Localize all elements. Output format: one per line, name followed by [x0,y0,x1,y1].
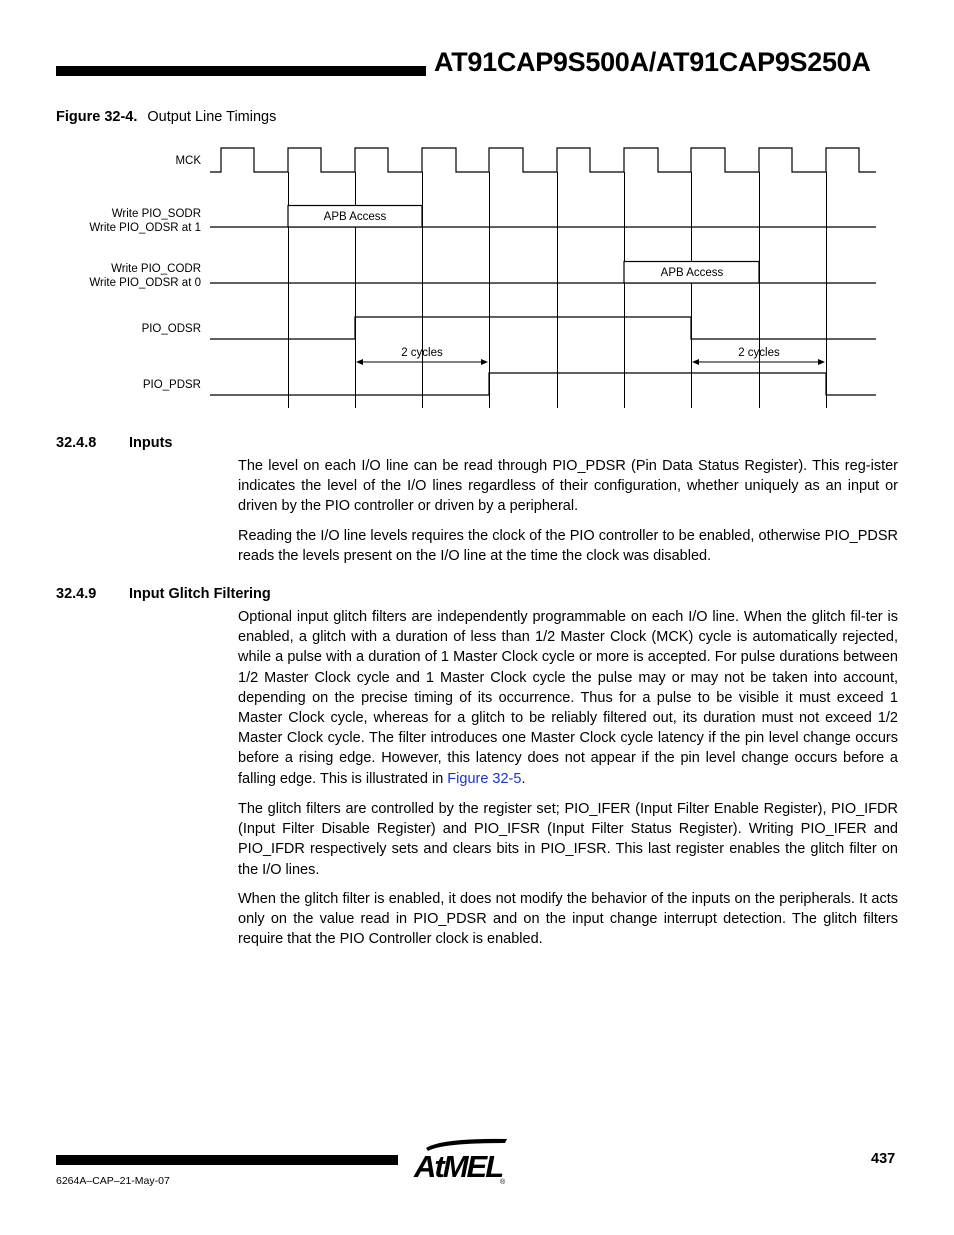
signal-label-odsr: PIO_ODSR [141,323,201,335]
section-title: Input Glitch Filtering [129,586,271,602]
pdsr-waveform [210,373,876,395]
mck-waveform [210,148,876,172]
signal-label-sodr: Write PIO_SODR [111,208,201,220]
section-number: 32.4.8 [56,435,97,451]
cycles-label-1: 2 cycles [401,347,443,359]
signal-label-codr: Write PIO_CODR [111,263,201,275]
codr-apb-access-label: APB Access [660,267,724,279]
paragraph: The level on each I/O line can be read through PIO_PDSR (Pin Data Status Register). This reg-ister indicates the level of the I/O lines regardless of their configuration, whether uniquely as an input or driven by the PIO controller or driven by a peripheral. [238,458,898,515]
logo-text: AtMEL [414,1149,503,1184]
figure-number: Figure 32-4. [56,109,138,125]
section-heading-glitch-filtering [56,586,271,602]
paragraph-text: Optional input glitch filters are independently programmable on each I/O line. When the glitch fil-ter is enabled, a glitch with a duration of less than 1/2 Master Clock (MCK) cycle is automatically rejected, while a pulse with a duration of 1 Master Clock cycle or more is accepted. For pulse durations between 1/2 Master Clock cycle and 1 Master Clock cycle the pulse may or may not be taken into account, depending on the precise timing of its occurrence. Thus for a pulse to be visible it must exceed 1 Master Clock cycle, whereas for a glitch to be reliably filtered out, its duration must not exceed 1/2 Master Clock cycle. The filter introduces one Master Clock cycle latency if the pin level change occurs before a rising edge. However, this latency does not appear if the pin level change occurs before a falling edge. This is illustrated in [238,609,898,787]
paragraph-end: . [521,770,526,787]
cycles-arrow-2 [692,359,825,365]
section-heading-inputs [56,435,173,451]
paragraph: The glitch filters are controlled by the register set; PIO_IFER (Input Filter Enable Register), PIO_IFDR (Input Filter Disable Register) and PIO_IFSR (Input Filter Status Register). Writing PIO_IFER and PIO_IFDR respectively sets and clears bits in PIO_IFSR. This last register enables the glitch filter on the I/O lines. [238,801,898,878]
signal-label-sodr-odsr: Write PIO_ODSR at 1 [89,222,201,234]
footer-rule [56,1155,398,1165]
section-title: Inputs [129,435,173,451]
paragraph: Reading the I/O line levels requires the clock of the PIO controller to be enabled, otherwise PIO_PDSR reads the levels present on the I/O line at the time the clock was disabled. [238,528,898,565]
registered-mark: ® [500,1179,506,1186]
atmel-logo [412,1136,512,1186]
signal-label-pdsr: PIO_PDSR [142,379,201,391]
document-title: AT91CAP9S500A/AT91CAP9S250A [434,47,871,77]
signal-label-codr-odsr: Write PIO_ODSR at 0 [89,277,201,289]
figure-link[interactable]: Figure 32-5 [447,770,522,787]
figure-title: Output Line Timings [147,109,277,125]
paragraph [238,607,898,789]
cycles-label-2: 2 cycles [738,347,780,359]
paragraph: When the glitch filter is enabled, it does not modify the behavior of the inputs on the peripherals. It acts only on the value read in PIO_PDSR and on the input change interrupt detection. The glitch filters require that the PIO Controller clock is enabled. [238,891,898,948]
odsr-waveform [210,317,876,339]
page-number: 437 [871,1151,896,1167]
document-code: 6264A–CAP–21-May-07 [56,1175,170,1187]
timing-diagram [0,0,954,420]
section-number: 32.4.9 [56,586,97,602]
sodr-apb-access-label: APB Access [323,211,387,223]
signal-label-mck: MCK [175,155,201,167]
